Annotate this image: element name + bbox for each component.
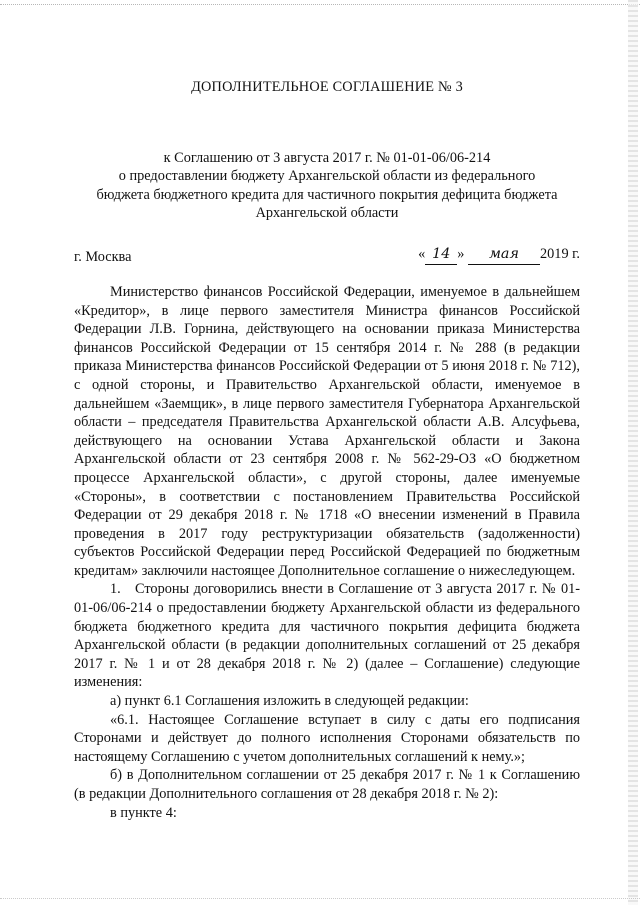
subtitle-line: к Соглашению от 3 августа 2017 г. № 01-01-06/06-214 [163, 149, 491, 166]
date-open-quote: « [418, 245, 426, 262]
clause-a-paragraph: а) пункт 6.1 Соглашения изложить в следующей редакции: [110, 693, 469, 710]
clause-a-text-paragraph: «6.1. Настоящее Соглашение вступает в силу с даты его подписания Сторонами и действует до полного исполнения Сторонами обязательств по настоящему Соглашению с учетом дополнительных соглашений к нему.»; [74, 711, 580, 765]
date-close-quote: » [457, 245, 465, 262]
document-page [74, 72, 580, 822]
signing-date [418, 245, 580, 265]
clause-b-paragraph: б) в Дополнительном соглашении от 25 декабря 2017 г. № 1 к Соглашению (в редакции Дополнительного соглашения от 28 декабря 2018 г. № 2): [74, 767, 580, 802]
document-title: ДОПОЛНИТЕЛЬНОЕ СОГЛАШЕНИЕ № 3 [191, 79, 463, 95]
signing-place: г. Москва [74, 248, 132, 265]
clause-1-paragraph: 1. Стороны договорились внести в Соглашение от 3 августа 2017 г. № 01-01-06/06-214 о предоставлении бюджету Архангельской области из федерального бюджета бюджетного кредита для частичного покрытия дефицита бюджета Архангельской области (в редакции дополнительных соглашений от 25 декабря 2017 г. № 1 и от 28 декабря 2018 г. № 2) (далее – Соглашение) следующие изменения: [74, 581, 580, 691]
subtitle-line: о предоставлении бюджету Архангельской области из федерального [118, 168, 536, 185]
date-day-handwritten: 14 [425, 245, 457, 265]
subtitle-line: Архангельской области [255, 205, 399, 222]
scan-edge-right [628, 0, 638, 905]
subtitle-line: бюджета бюджетного кредита для частичного покрытия дефицита бюджета [96, 186, 558, 203]
place-date-row [74, 245, 580, 269]
preamble-paragraph: Министерство финансов Российской Федерации, именуемое в дальнейшем «Кредитор», в лице первого заместителя Министра финансов Российской Федерации Л.В. Горнина, действующего на основании приказа Министерства финансов Российской Федерации от 15 сентября 2014 г. № 288 (в редакции приказа Министерства финансов Российской Федерации от 5 июня 2018 г. № 712), с одной стороны, и Правительство Архангельской области, именуемое в дальнейшем «Заемщик», в лице первого заместителя Губернатора Архангельской области – председателя Правительства Архангельской области А.В. Алсуфьева, действующего на основании Устава Архангельской области и Закона Архангельской области от 23 сентября 2008 г. № 562-29-ОЗ «О бюджетном процессе Архангельской области», с другой стороны, далее именуемые «Стороны», в соответствии с постановлением Правительства Российской Федерации от 29 декабря 2018 г. № 1718 «О внесении изменений в Правила проведения в 2017 году реструктуризации обязательств (задолженности) субъектов Российской Федерации перед Российской Федерацией по бюджетным кредитам» заключили настоящее Дополнительное соглашение о нижеследующем. [74, 283, 580, 579]
date-month-handwritten: мая [468, 245, 540, 265]
date-year: 2019 г. [540, 245, 580, 262]
clause-b-point-paragraph: в пункте 4: [110, 804, 177, 821]
document-subtitle [74, 149, 580, 223]
scan-edge-top [0, 4, 640, 15]
document-body [74, 283, 580, 822]
scan-edge-bottom [0, 890, 640, 899]
